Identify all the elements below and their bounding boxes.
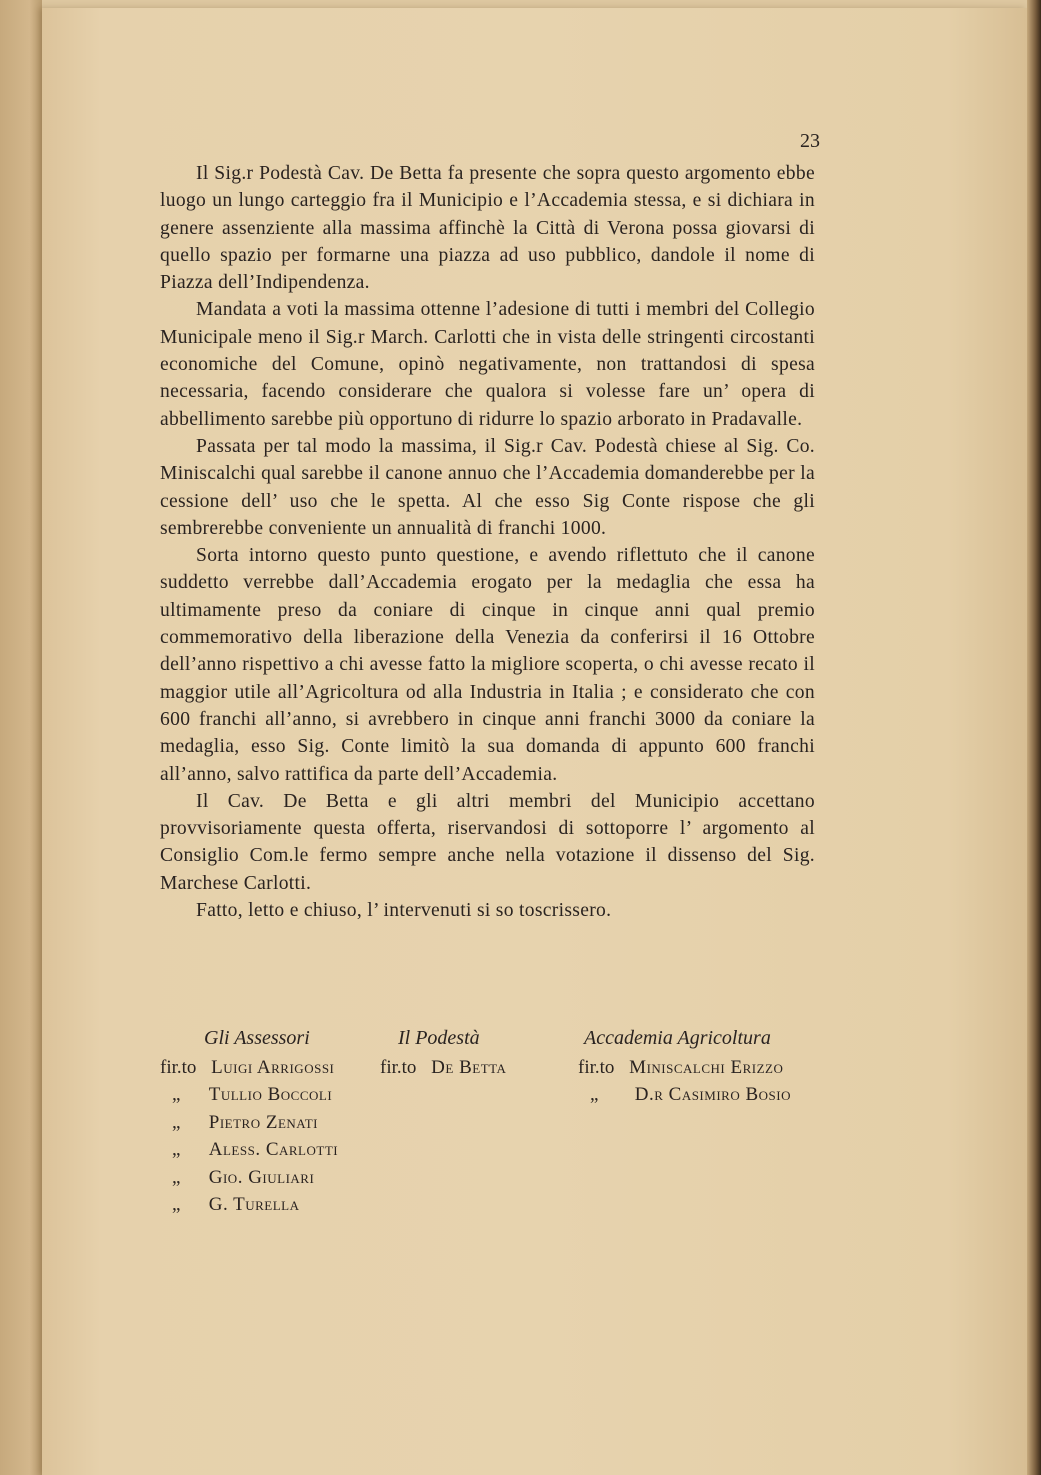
minutes-body xyxy=(160,160,815,924)
page-edge-shadow xyxy=(1027,0,1041,1475)
paragraph-3: Passata per tal modo la massima, il Sig.r Cav. Podestà chiese al Sig. Co. Miniscalchi qual sarebbe il canone annuo che l’Accademia domanderebbe per la cessione dell’ uso che le spetta. Al che esso Sig Conte rispose che gli sembrerebbe conveniente un annualità di franchi 1000. xyxy=(160,435,815,539)
signature-line xyxy=(160,1136,338,1163)
paragraph-4: Sorta intorno questo punto questione, e avendo riflettuto che il canone suddetto verrebbe dall’Accademia erogato per la medaglia che essa ha ultimamente preso da coniare di cinque in cinque anni qual premio commemorativo della liberazione della Venezia da conferirsi il 16 Ottobre dell’anno rispettivo a chi avesse fatto la migliore scoperta, o chi avesse recato il maggior utile all’Agricoltura od alla Industria in Italia ; e considerato che con 600 franchi all’anno, si avrebbero in cinque anni franchi 3000 da coniare la medaglia, esso Sig. Conte limitò la sua domanda di appunto 600 franchi all’anno, salvo rattifica da parte dell’Accademia. xyxy=(160,545,815,785)
signature-line xyxy=(160,1191,338,1218)
signature-line xyxy=(160,1164,338,1191)
paragraph-2: Mandata a voti la massima ottenne l’adesione di tutti i membri del Collegio Municipale meno il Sig.r March. Carlotti che in vista delle stringenti circostanti economiche del Comune, opinò negativamente, non trattandosi di spesa necessaria, facendo considerare che qualora si volesse fare un’ opera di abbellimento sarebbe più opportuno di ridurre lo spazio arborato in Pradavalle. xyxy=(160,299,815,430)
signature-name: G. Turella xyxy=(208,1193,300,1215)
signatures-accademia xyxy=(578,1022,791,1109)
signature-name: Pietro Zenati xyxy=(208,1111,318,1133)
signature-name: Aless. Carlotti xyxy=(208,1139,339,1161)
assessori-heading: Gli Assessori xyxy=(204,1027,310,1049)
ditto-mark: „ xyxy=(172,1166,181,1188)
ditto-mark: „ xyxy=(590,1084,599,1106)
paragraph-6: Fatto, letto e chiuso, l’ intervenuti si so toscrissero. xyxy=(196,900,612,922)
ditto-mark: „ xyxy=(172,1084,181,1106)
signature-line xyxy=(578,1054,791,1081)
signature-name: Luigi Arrigossi xyxy=(211,1057,335,1078)
podesta-heading: Il Podestà xyxy=(398,1027,480,1049)
signature-line xyxy=(380,1054,506,1081)
signature-name: De Betta xyxy=(431,1057,507,1078)
accademia-heading: Accademia Agricoltura xyxy=(584,1027,771,1049)
ditto-mark: „ xyxy=(172,1193,181,1215)
ditto-mark: „ xyxy=(172,1111,181,1133)
signature-prefix: fir.to xyxy=(578,1057,615,1078)
signature-prefix: fir.to xyxy=(380,1057,417,1078)
ditto-mark: „ xyxy=(172,1139,181,1161)
signature-line xyxy=(578,1081,791,1108)
signature-name: Miniscalchi Erizzo xyxy=(629,1057,784,1078)
signature-line xyxy=(160,1054,338,1081)
signature-name: Gio. Giuliari xyxy=(208,1166,315,1188)
paragraph-1: Il Sig.r Podestà Cav. De Betta fa presente che sopra questo argomento ebbe luogo un lungo carteggio fra il Municipio e l’Accademia stessa, e si dichiara in genere assenziente alla massima affinchè la Città di Verona possa giovarsi di quello spazio per formarne una piazza ad uso pubblico, dandole il nome di Piazza dell’Indipendenza. xyxy=(160,163,815,294)
page-number: 23 xyxy=(800,130,820,152)
book-spine xyxy=(0,0,42,1475)
signatures-assessori xyxy=(160,1022,338,1218)
signature-prefix: fir.to xyxy=(160,1057,197,1078)
signature-line xyxy=(160,1109,338,1136)
signature-name: D.r Casimiro Bosio xyxy=(634,1084,791,1106)
paragraph-5: Il Cav. De Betta e gli altri membri del Municipio accettano provvisoriamente questa offerta, riservandosi di sottoporre l’ argomento al Consiglio Com.le fermo sempre anche nella votazione il dissenso del Sig. Marchese Carlotti. xyxy=(160,790,815,894)
signature-line xyxy=(160,1081,338,1108)
signatures-podesta xyxy=(380,1022,506,1081)
signature-name: Tullio Boccoli xyxy=(208,1084,333,1106)
